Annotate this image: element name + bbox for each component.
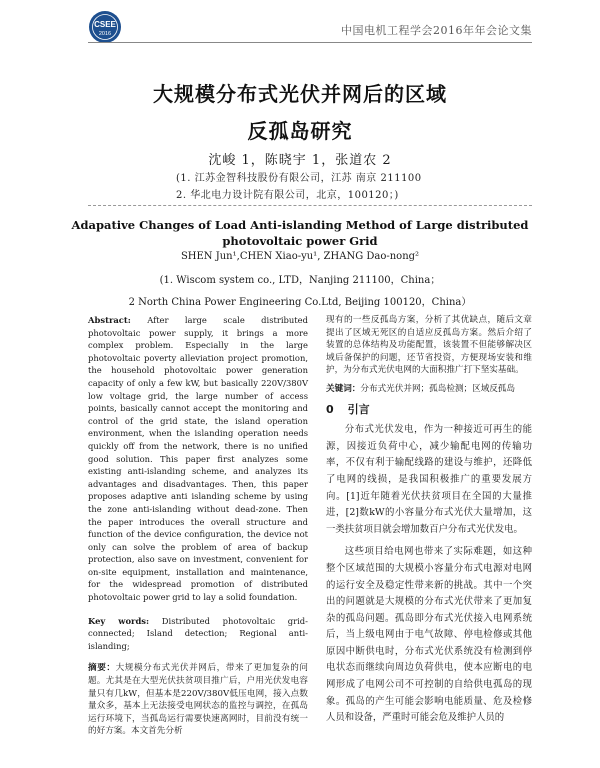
header-rule <box>88 42 532 43</box>
affiliation-zh-1: (1. 江苏金智科技股份有限公司，江苏 南京 211100 <box>176 173 422 184</box>
abstract-en <box>88 314 308 604</box>
left-column <box>88 314 308 738</box>
title-zh-line-1: 大规模分布式光伏并网后的区域 <box>153 82 447 106</box>
title-en-line-2: photovoltaic power Grid <box>222 234 378 248</box>
logo-text: CSEE <box>94 20 116 29</box>
keywords-en <box>88 615 308 653</box>
affiliation-en-1: (1. Wiscom system co., LTD，Nanjing 211100，China； <box>159 275 441 286</box>
authors-en: SHEN Jun¹,CHEN Xiao-yu¹, ZHANG Dao-nong² <box>180 251 420 262</box>
abstract-en-label: Abstract: <box>88 315 131 325</box>
title-en-line-1: Adapative Changes of Load Anti-islanding Method of Large distributed <box>71 218 529 232</box>
running-header: 中国电机工程学会2016年年会论文集 <box>341 24 532 37</box>
abstract-en-text: After large scale distributed photovoltaic power supply, it brings a more complex problem. Especially in the large photovoltaic poverty alleviation project promotion, the household photovoltaic power generation capacity of only a few kW, but basically 220V/380V low voltage grid, the large number of access points, basically cannot accept the monitoring and control of the grid state, the island operation environment, when the islanding operation needs quickly off from the network, there is no unified good solution. This paper first analyzes some existing anti-islanding scheme, and analyzes its advantages and disadvantages. Then, this paper proposes adaptive anti islanding scheme by using the zone anti-islanding without dead-zone. Then the paper introduces the overall structure and function of the device configuration, the device not only can solve the problem of area of backup protection, also save on investment, convenient for on-site equipment, installation and maintenance, for the widespread promotion of distributed photovoltaic power grid to lay a solid foundation. <box>88 315 308 603</box>
section-heading-intro <box>326 404 532 417</box>
title-zh-line-2: 反孤岛研究 <box>247 119 353 143</box>
keywords-en-text: Distributed photovoltaic grid-connected; Island detection; Regional anti-islanding; <box>88 615 308 651</box>
section-divider <box>88 205 532 206</box>
logo-year: 2016 <box>98 31 112 37</box>
keywords-zh <box>326 383 532 396</box>
conference-logo <box>88 10 122 44</box>
affiliation-en-2: 2 North China Power Engineering Co.Ltd, Beijing 100120，China） <box>128 297 472 308</box>
section-title: 引言 <box>347 402 370 416</box>
keywords-zh-text: 分布式光伏并网；孤岛检测；区域反孤岛 <box>360 383 516 394</box>
abstract-zh-text: 大规模分布式光伏并网后，带来了更加复杂的问题。尤其是在大型光伏扶贫项目推广后，户用光伏发电容量只有几kW，但基本是220V/380V低压电网，接入点数量众多，基本上无法接受电网状态的监控与调控，在孤岛运行环境下，当孤岛运行需要快速离网时，目前没有统一的好方案。本文首先分析 <box>88 663 308 737</box>
section-number: 0 <box>326 402 334 416</box>
right-column <box>326 314 532 727</box>
keywords-en-label: Key words: <box>88 615 150 626</box>
affiliation-zh-2: 2. 华北电力设计院有限公司，北京，100120；) <box>176 190 399 201</box>
abstract-zh <box>88 662 308 738</box>
abstract-zh-continued: 现有的一些反孤岛方案，分析了其优缺点，随后文章提出了区域无死区的自适应反孤岛方案。然后介绍了装置的总体结构及功能配置，该装置不但能够解决区域后备保护的问题，还节省投资，方便现场安装和维护，为分布式光伏电网的大面积推广打下坚实基础。 <box>326 315 532 376</box>
abstract-zh-label: 摘要： <box>88 663 116 674</box>
keywords-zh-label: 关键词： <box>326 383 361 394</box>
authors-zh: 沈峻 1，陈晓宇 1，张道农 2 <box>208 153 392 168</box>
intro-paragraph-2: 这些项目给电网也带来了实际难题，如这种整个区域范围的大规模小容量分布式电源对电网的运行安全及稳定性带来新的挑战。其中一个突出的问题就是大规模的分布式光伏带来了更加复杂的孤岛问题。孤岛即分布式光伏接入电网系统后，当上级电网由于电气故障、停电检修或其他原因中断供电时，分布式光伏系统没有检测到停电状态而继续向周边负荷供电，使本应断电的电网形成了电网公司不可控制的自给供电孤岛的现象。孤岛的产生可能会影响电能质量、危及检修人员和设备，严重时可能会危及维护人员的 <box>326 546 532 724</box>
intro-paragraph-1: 分布式光伏发电，作为一种接近可再生的能源，因接近负荷中心，减少输配电网的传输功率，不仅有利于输配线路的建设与维护，还降低了电网的线损，是我国积极推广的重要发展方向。[1]近年随着光伏扶贫项目在全国的大量推进，[2]数kW的小容量分布式光伏大量增加，这一类扶贫项目就会增加数百户分布式光伏发电。 <box>326 424 532 535</box>
